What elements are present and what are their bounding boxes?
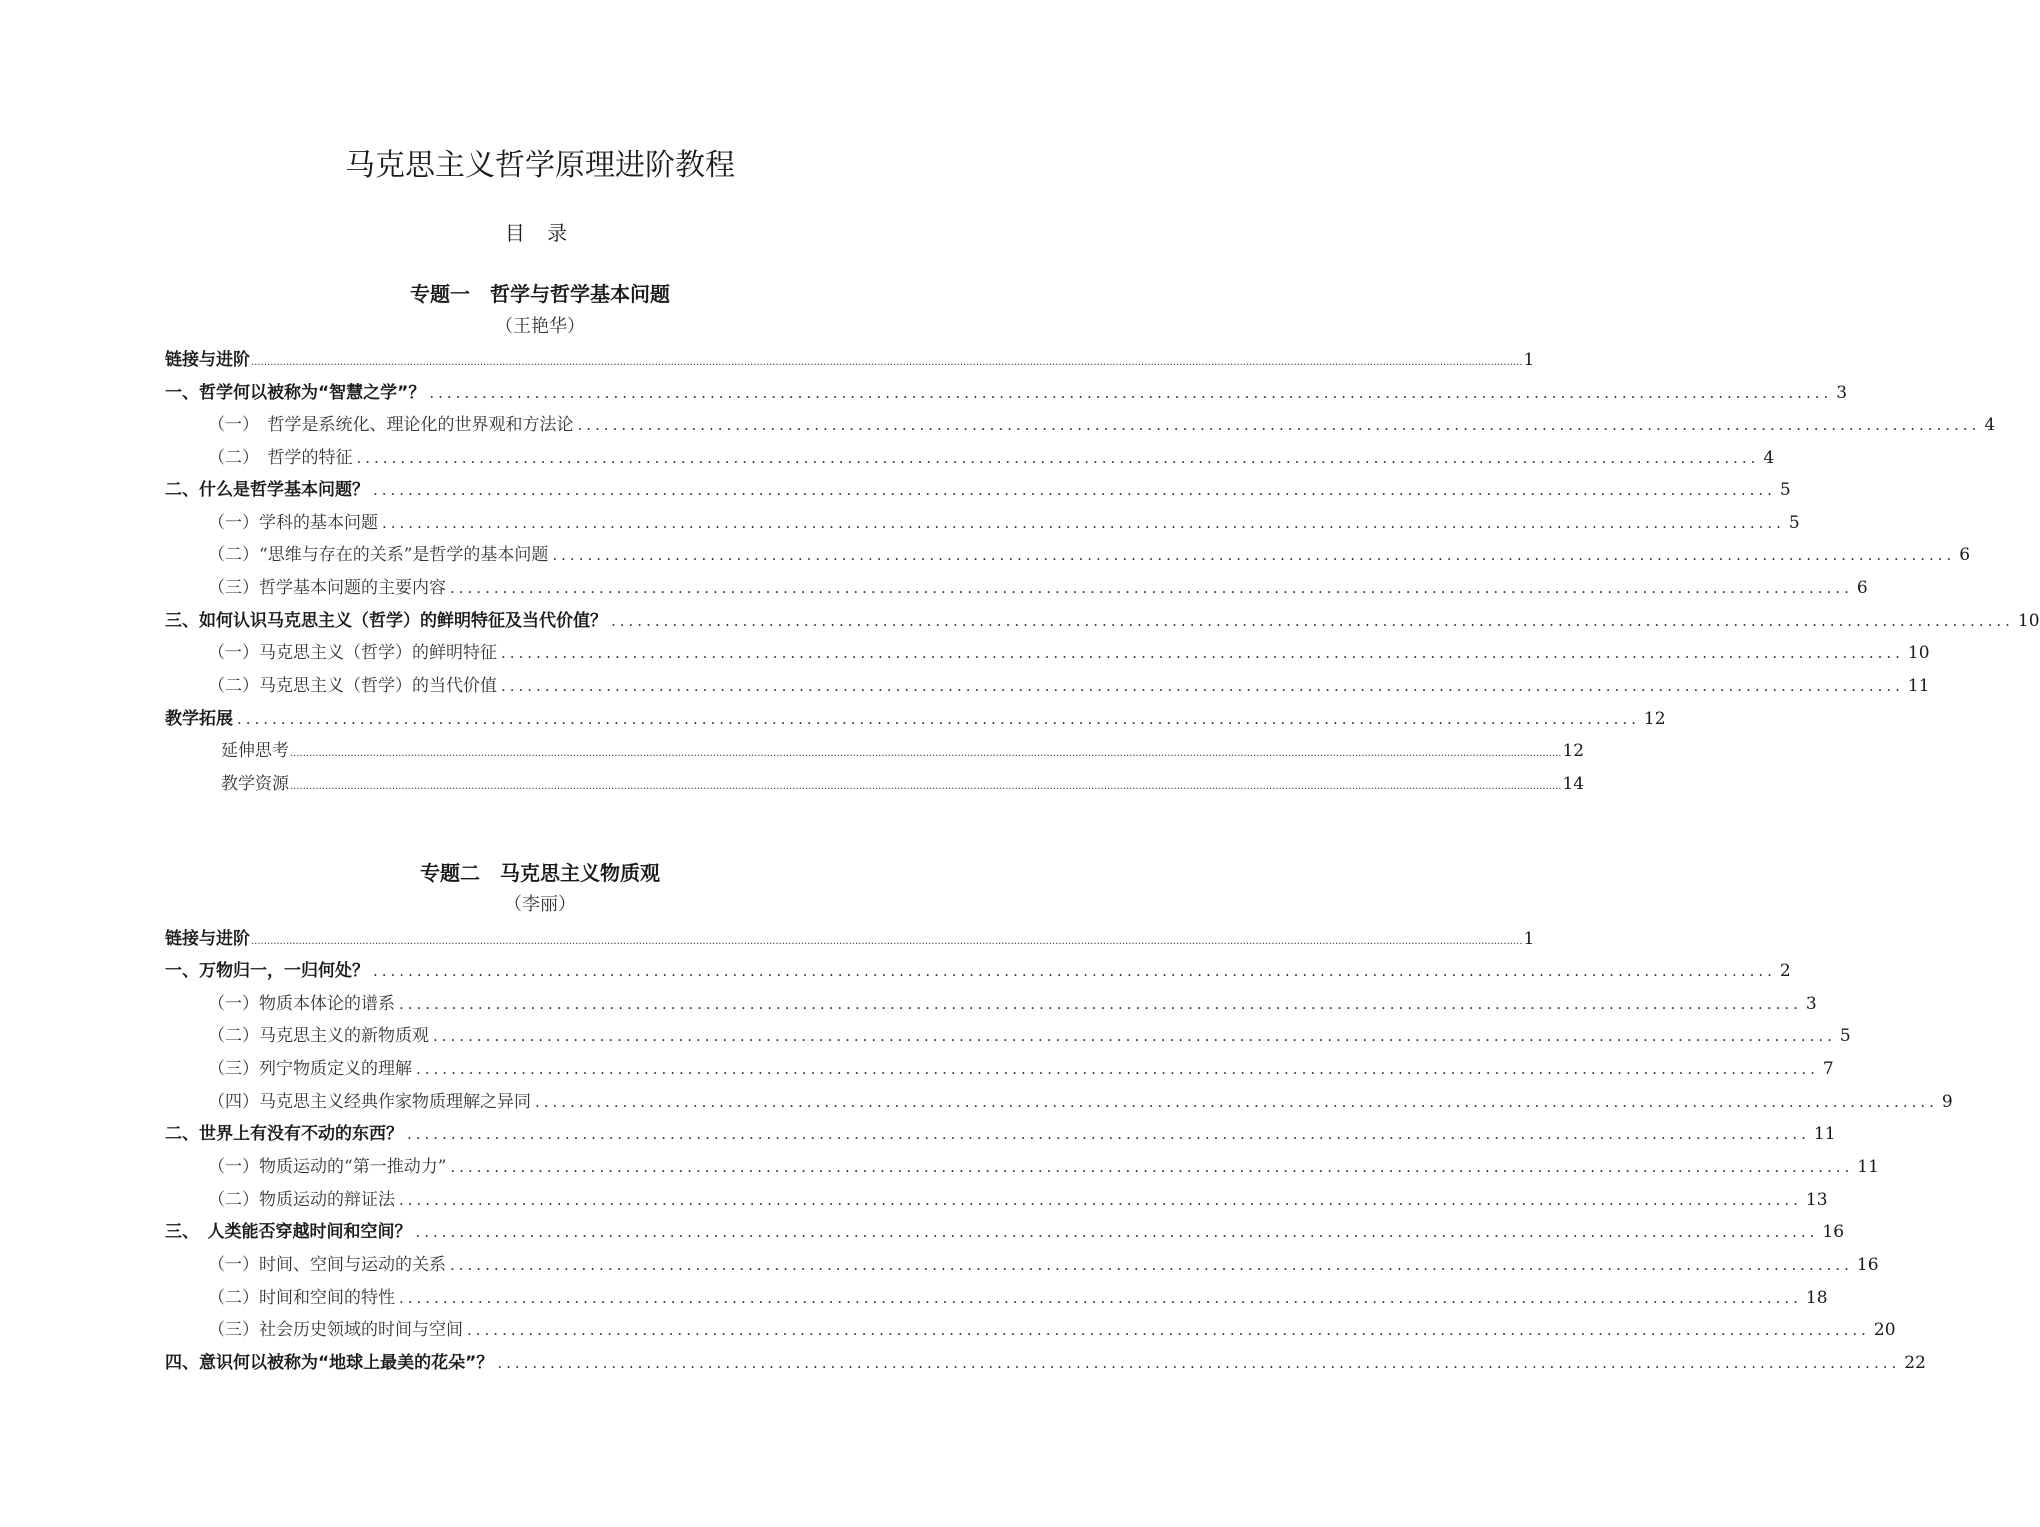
- toc-entry[interactable]: 一、哲学何以被称为“智慧之学”？ ................................................................................................................................................................ 3: [165, 383, 1848, 403]
- toc-entry[interactable]: 教学拓展 ................................................................................................................................................................ 12: [165, 709, 1666, 729]
- dot-leader: ................................................................................................................................................................: [373, 481, 1776, 499]
- dot-leader: ................................................................................................................................................................: [450, 1256, 1853, 1274]
- toc-entry[interactable]: （一） 哲学是系统化、理论化的世界观和方法论 ................................................................................................................................................................ 4: [208, 415, 1996, 435]
- dot-leader: ................................................................................................................................................................: [450, 1158, 1854, 1176]
- toc-entry[interactable]: 三、 人类能否穿越时间和空间？ ................................................................................................................................................................ 16: [165, 1222, 1845, 1242]
- dot-leader: ................................................................................................................................................................: [535, 1093, 1938, 1111]
- dot-leader: ................................................................................................................................................................: [415, 1223, 1819, 1241]
- toc-entry[interactable]: （二）马克思主义的新物质观 ................................................................................................................................................................ 5: [208, 1026, 1851, 1046]
- dot-leader: ................................................................................................................................................................................................................................................................................................................................................................................................................: [251, 357, 1523, 368]
- dot-leader: ................................................................................................................................................................: [373, 962, 1776, 980]
- toc-entry[interactable]: 三、如何认识马克思主义（哲学）的鲜明特征及当代价值？ ................................................................................................................................................................ 10: [165, 611, 2040, 631]
- dot-leader: ................................................................................................................................................................: [407, 1125, 1810, 1143]
- toc-entry[interactable]: （二）马克思主义（哲学）的当代价值 ................................................................................................................................................................ 11: [208, 676, 1930, 696]
- toc-entry[interactable]: 链接与进阶 ................................................................................................................................................................................................................................................................................................................................................................................................................ 1: [165, 929, 1535, 949]
- section-title-2: 专题二 马克思主义物质观: [420, 861, 660, 885]
- dot-leader: ................................................................................................................................................................: [399, 1191, 1802, 1209]
- dot-leader: ................................................................................................................................................................: [429, 384, 1833, 402]
- toc-entry[interactable]: 一、万物归一，一归何处？ ................................................................................................................................................................ 2: [165, 961, 1791, 981]
- toc-entry[interactable]: （二） 哲学的特征 ................................................................................................................................................................ 4: [208, 448, 1775, 468]
- dot-leader: ................................................................................................................................................................: [237, 710, 1640, 728]
- toc-entry[interactable]: 二、什么是哲学基本问题？ ................................................................................................................................................................ 5: [165, 480, 1791, 500]
- toc-entry[interactable]: （二）物质运动的辩证法 ................................................................................................................................................................ 13: [208, 1190, 1828, 1210]
- toc-entry[interactable]: （一）马克思主义（哲学）的鲜明特征 ................................................................................................................................................................ 10: [208, 643, 1930, 663]
- dot-leader: ................................................................................................................................................................: [501, 677, 1904, 695]
- dot-leader: ................................................................................................................................................................: [450, 579, 1853, 597]
- section-author-1: （王艳华）: [495, 316, 585, 337]
- dot-leader: ................................................................................................................................................................: [382, 514, 1785, 532]
- toc-entry[interactable]: （四）马克思主义经典作家物质理解之异同 ................................................................................................................................................................ 9: [208, 1092, 1953, 1112]
- dot-leader: ................................................................................................................................................................: [467, 1321, 1870, 1339]
- dot-leader: ................................................................................................................................................................: [416, 1060, 1819, 1078]
- toc-entry[interactable]: 延伸思考 ................................................................................................................................................................................................................................................................................................................................................................................................................ 12: [221, 741, 1585, 761]
- dot-leader: ................................................................................................................................................................................................................................................................................................................................................................................................................: [290, 748, 1562, 759]
- dot-leader: ................................................................................................................................................................: [497, 1354, 1901, 1372]
- dot-leader: ................................................................................................................................................................: [399, 995, 1802, 1013]
- dot-leader: ................................................................................................................................................................: [501, 644, 1904, 662]
- toc-entry[interactable]: 二、世界上有没有不动的东西？ ................................................................................................................................................................ 11: [165, 1124, 1836, 1144]
- dot-leader: ................................................................................................................................................................: [611, 612, 2014, 630]
- dot-leader: ................................................................................................................................................................: [399, 1289, 1802, 1307]
- dot-leader: ................................................................................................................................................................................................................................................................................................................................................................................................................: [251, 936, 1523, 947]
- toc-entry[interactable]: （一）学科的基本问题 ................................................................................................................................................................ 5: [208, 513, 1800, 533]
- toc-entry[interactable]: 链接与进阶 ................................................................................................................................................................................................................................................................................................................................................................................................................ 1: [165, 350, 1535, 370]
- section-title-1: 专题一 哲学与哲学基本问题: [410, 282, 670, 306]
- dot-leader: ................................................................................................................................................................................................................................................................................................................................................................................................................: [290, 781, 1562, 792]
- dot-leader: ................................................................................................................................................................: [552, 546, 1956, 564]
- toc-entry[interactable]: （一）物质运动的“第一推动力” ................................................................................................................................................................ 11: [208, 1157, 1879, 1177]
- toc-entry[interactable]: （三）哲学基本问题的主要内容 ................................................................................................................................................................ 6: [208, 578, 1868, 598]
- section-author-2: （李丽）: [504, 894, 576, 915]
- toc-entry[interactable]: （二）时间和空间的特性 ................................................................................................................................................................ 18: [208, 1288, 1828, 1308]
- dot-leader: ................................................................................................................................................................: [356, 449, 1760, 467]
- toc-entry[interactable]: （三）社会历史领域的时间与空间 ................................................................................................................................................................ 20: [208, 1320, 1896, 1340]
- toc-entry[interactable]: （一）物质本体论的谱系 ................................................................................................................................................................ 3: [208, 994, 1817, 1014]
- toc-entry[interactable]: 四、意识何以被称为“地球上最美的花朵”？ ................................................................................................................................................................ 22: [165, 1353, 1926, 1373]
- document-title: 马克思主义哲学原理进阶教程: [345, 148, 735, 183]
- toc-heading: 目 录: [504, 221, 576, 245]
- toc-entry[interactable]: （二）“思维与存在的关系”是哲学的基本问题 ................................................................................................................................................................ 6: [208, 545, 1971, 565]
- dot-leader: ................................................................................................................................................................: [577, 416, 1981, 434]
- dot-leader: ................................................................................................................................................................: [433, 1027, 1836, 1045]
- toc-entry[interactable]: 教学资源 ................................................................................................................................................................................................................................................................................................................................................................................................................ 14: [221, 774, 1585, 794]
- toc-entry[interactable]: （三）列宁物质定义的理解 ................................................................................................................................................................ 7: [208, 1059, 1834, 1079]
- toc-entry[interactable]: （一）时间、空间与运动的关系 ................................................................................................................................................................ 16: [208, 1255, 1879, 1275]
